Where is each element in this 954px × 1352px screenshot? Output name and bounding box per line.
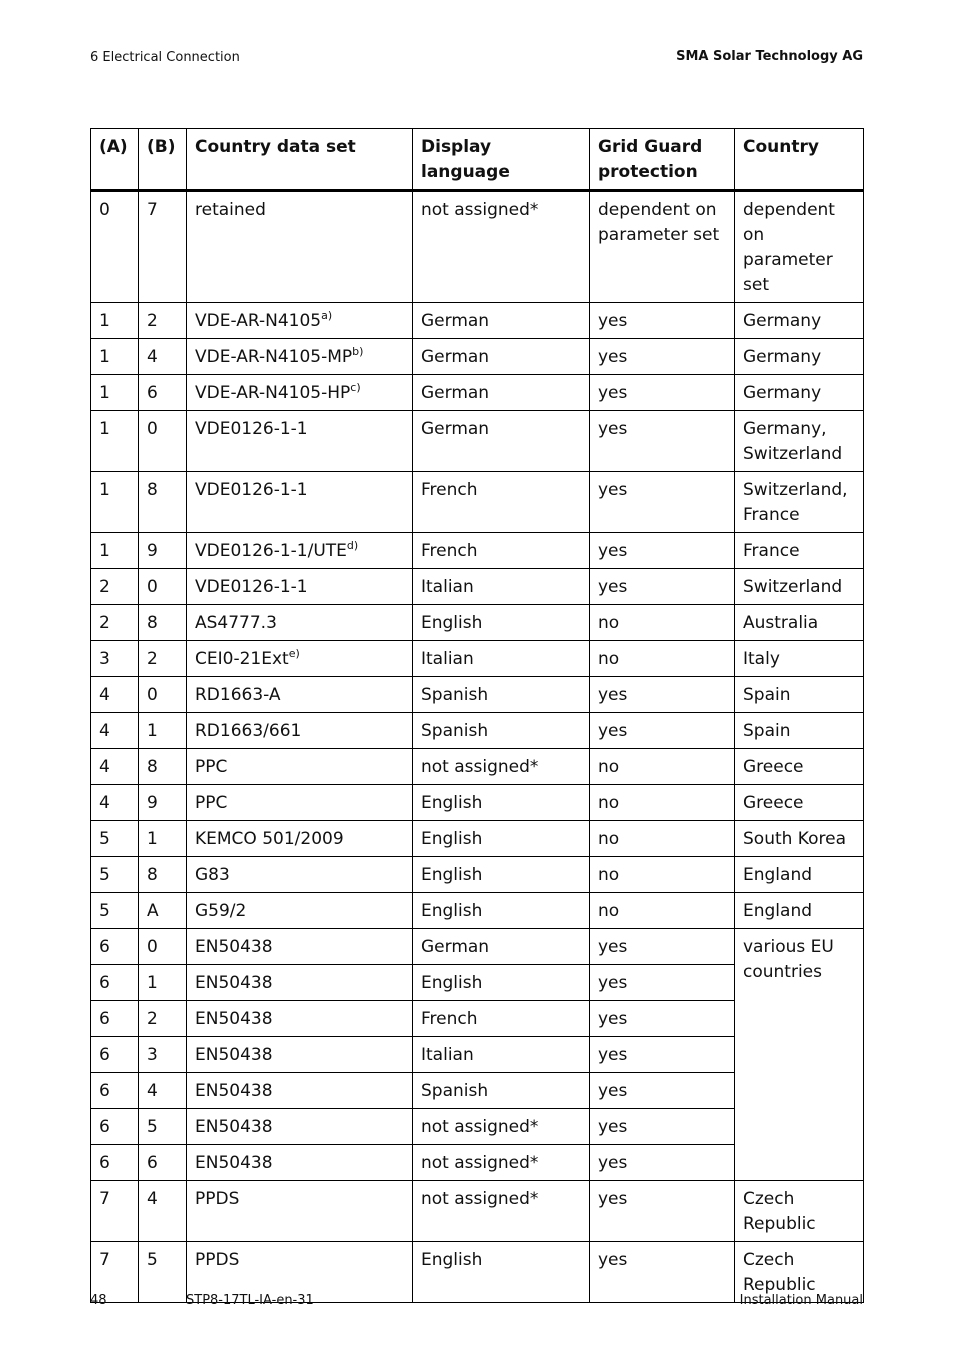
header-section: 6 Electrical Connection bbox=[90, 50, 240, 65]
country-data-set-name: VDE0126-1-1 bbox=[195, 419, 308, 439]
cell-country-data-set bbox=[187, 1001, 413, 1037]
cell-b: 8 bbox=[139, 605, 187, 641]
cell-grid-guard-protection: yes bbox=[590, 569, 735, 605]
cell-grid-guard-protection: yes bbox=[590, 303, 735, 339]
cell-b: 0 bbox=[139, 411, 187, 472]
table-row bbox=[91, 749, 864, 785]
page-number: 48 bbox=[90, 1293, 107, 1308]
cell-display-language: German bbox=[413, 339, 590, 375]
cell-a: 1 bbox=[91, 339, 139, 375]
cell-grid-guard-protection: yes bbox=[590, 713, 735, 749]
cell-b: 1 bbox=[139, 821, 187, 857]
country-data-set-name: AS4777.3 bbox=[195, 613, 277, 633]
header-company: SMA Solar Technology AG bbox=[676, 49, 863, 64]
cell-country: Greece bbox=[735, 785, 864, 821]
cell-b: 5 bbox=[139, 1109, 187, 1145]
cell-a: 6 bbox=[91, 1073, 139, 1109]
cell-country-data-set bbox=[187, 929, 413, 965]
cell-grid-guard-protection: no bbox=[590, 641, 735, 677]
country-data-set-name: RD1663-A bbox=[195, 685, 281, 705]
footnote-marker: a) bbox=[321, 309, 333, 322]
country-data-set-name: VDE0126-1-1/UTE bbox=[195, 541, 347, 561]
cell-grid-guard-protection: yes bbox=[590, 1037, 735, 1073]
table-row bbox=[91, 785, 864, 821]
column-header-grid-guard-protection: Grid Guard protection bbox=[590, 129, 735, 191]
cell-country-data-set bbox=[187, 749, 413, 785]
footnote-marker: d) bbox=[346, 539, 359, 552]
cell-grid-guard-protection: yes bbox=[590, 965, 735, 1001]
cell-a: 2 bbox=[91, 569, 139, 605]
cell-b: 0 bbox=[139, 677, 187, 713]
cell-country: Switzerland bbox=[735, 569, 864, 605]
country-data-set-name: EN50438 bbox=[195, 1009, 273, 1029]
cell-display-language: German bbox=[413, 375, 590, 411]
table-row bbox=[91, 641, 864, 677]
cell-country: South Korea bbox=[735, 821, 864, 857]
cell-grid-guard-protection: dependent on parameter set bbox=[590, 191, 735, 303]
cell-display-language: Spanish bbox=[413, 1073, 590, 1109]
country-data-set-name: PPC bbox=[195, 757, 228, 777]
cell-b: A bbox=[139, 893, 187, 929]
cell-b: 4 bbox=[139, 1181, 187, 1242]
cell-a: 1 bbox=[91, 411, 139, 472]
footnote-marker: b) bbox=[352, 345, 364, 358]
country-data-set-name: retained bbox=[195, 200, 266, 220]
cell-display-language: Italian bbox=[413, 1037, 590, 1073]
cell-grid-guard-protection: no bbox=[590, 821, 735, 857]
country-data-set-name: PPC bbox=[195, 793, 228, 813]
cell-country: Spain bbox=[735, 713, 864, 749]
cell-display-language: not assigned* bbox=[413, 1109, 590, 1145]
cell-display-language: not assigned* bbox=[413, 1181, 590, 1242]
cell-display-language: Spanish bbox=[413, 713, 590, 749]
cell-display-language: English bbox=[413, 965, 590, 1001]
cell-grid-guard-protection: yes bbox=[590, 472, 735, 533]
cell-country: Italy bbox=[735, 641, 864, 677]
cell-b: 6 bbox=[139, 1145, 187, 1181]
country-data-set-name: VDE0126-1-1 bbox=[195, 577, 308, 597]
cell-display-language: French bbox=[413, 1001, 590, 1037]
country-data-set-name: EN50438 bbox=[195, 1153, 273, 1173]
cell-country-data-set bbox=[187, 1109, 413, 1145]
cell-country-data-set bbox=[187, 1145, 413, 1181]
table-row bbox=[91, 303, 864, 339]
cell-country-data-set bbox=[187, 1073, 413, 1109]
country-data-set-name: PPDS bbox=[195, 1189, 240, 1209]
cell-a: 6 bbox=[91, 1109, 139, 1145]
cell-grid-guard-protection: no bbox=[590, 893, 735, 929]
country-data-set-name: G59/2 bbox=[195, 901, 247, 921]
cell-b: 2 bbox=[139, 641, 187, 677]
cell-grid-guard-protection: yes bbox=[590, 677, 735, 713]
cell-country: Australia bbox=[735, 605, 864, 641]
cell-grid-guard-protection: no bbox=[590, 605, 735, 641]
cell-b: 7 bbox=[139, 191, 187, 303]
cell-b: 6 bbox=[139, 375, 187, 411]
cell-b: 2 bbox=[139, 303, 187, 339]
cell-country-data-set bbox=[187, 785, 413, 821]
cell-display-language: German bbox=[413, 303, 590, 339]
cell-a: 6 bbox=[91, 965, 139, 1001]
cell-display-language: not assigned* bbox=[413, 191, 590, 303]
country-data-set-name: EN50438 bbox=[195, 973, 273, 993]
country-data-set-name: EN50438 bbox=[195, 1081, 273, 1101]
cell-b: 3 bbox=[139, 1037, 187, 1073]
footnote-marker: e) bbox=[288, 647, 300, 660]
cell-country-data-set bbox=[187, 857, 413, 893]
table-row bbox=[91, 929, 864, 965]
cell-display-language: Italian bbox=[413, 569, 590, 605]
country-data-set-name: VDE-AR-N4105-MP bbox=[195, 347, 353, 367]
cell-country: England bbox=[735, 857, 864, 893]
cell-b: 8 bbox=[139, 472, 187, 533]
cell-grid-guard-protection: yes bbox=[590, 1181, 735, 1242]
table-row bbox=[91, 339, 864, 375]
cell-country-data-set bbox=[187, 641, 413, 677]
cell-b: 1 bbox=[139, 965, 187, 1001]
cell-a: 5 bbox=[91, 857, 139, 893]
cell-a: 4 bbox=[91, 785, 139, 821]
cell-country-data-set bbox=[187, 411, 413, 472]
cell-country-data-set bbox=[187, 677, 413, 713]
cell-country: dependent on parameter set bbox=[735, 191, 864, 303]
cell-grid-guard-protection: yes bbox=[590, 1145, 735, 1181]
country-data-set-name: EN50438 bbox=[195, 937, 273, 957]
cell-display-language: Spanish bbox=[413, 677, 590, 713]
cell-a: 0 bbox=[91, 191, 139, 303]
cell-b: 4 bbox=[139, 339, 187, 375]
cell-country-data-set bbox=[187, 821, 413, 857]
cell-country: Germany bbox=[735, 303, 864, 339]
cell-a: 1 bbox=[91, 375, 139, 411]
cell-country-data-set bbox=[187, 472, 413, 533]
cell-a: 4 bbox=[91, 677, 139, 713]
cell-country: Germany bbox=[735, 339, 864, 375]
column-header-country: Country bbox=[735, 129, 864, 191]
table-row bbox=[91, 605, 864, 641]
cell-display-language: German bbox=[413, 411, 590, 472]
cell-country-data-set bbox=[187, 303, 413, 339]
table-row bbox=[91, 713, 864, 749]
cell-a: 6 bbox=[91, 1037, 139, 1073]
cell-grid-guard-protection: yes bbox=[590, 1109, 735, 1145]
cell-country: Czech Republic bbox=[735, 1242, 864, 1303]
cell-country: various EU countries bbox=[735, 929, 864, 1181]
cell-a: 3 bbox=[91, 641, 139, 677]
table-row bbox=[91, 375, 864, 411]
cell-display-language: English bbox=[413, 605, 590, 641]
table-row bbox=[91, 821, 864, 857]
cell-country-data-set bbox=[187, 1037, 413, 1073]
country-data-set-name: PPDS bbox=[195, 1250, 240, 1270]
cell-b: 8 bbox=[139, 749, 187, 785]
cell-grid-guard-protection: no bbox=[590, 785, 735, 821]
country-data-set-name: G83 bbox=[195, 865, 230, 885]
table-body bbox=[91, 191, 864, 1303]
cell-a: 1 bbox=[91, 303, 139, 339]
country-data-set-name: RD1663/661 bbox=[195, 721, 302, 741]
cell-grid-guard-protection: yes bbox=[590, 533, 735, 569]
cell-grid-guard-protection: yes bbox=[590, 1073, 735, 1109]
cell-grid-guard-protection: no bbox=[590, 749, 735, 785]
cell-b: 0 bbox=[139, 569, 187, 605]
cell-display-language: not assigned* bbox=[413, 1145, 590, 1181]
cell-country-data-set bbox=[187, 893, 413, 929]
cell-country-data-set bbox=[187, 533, 413, 569]
cell-country: Spain bbox=[735, 677, 864, 713]
table-row bbox=[91, 533, 864, 569]
cell-b: 0 bbox=[139, 929, 187, 965]
cell-display-language: French bbox=[413, 472, 590, 533]
table-row bbox=[91, 569, 864, 605]
cell-display-language: English bbox=[413, 893, 590, 929]
country-data-set-name: CEI0-21Ext bbox=[195, 649, 289, 669]
cell-display-language: French bbox=[413, 533, 590, 569]
document-id: STP8-17TL-IA-en-31 bbox=[186, 1293, 314, 1308]
cell-country-data-set bbox=[187, 191, 413, 303]
cell-grid-guard-protection: yes bbox=[590, 411, 735, 472]
cell-country: France bbox=[735, 533, 864, 569]
cell-b: 5 bbox=[139, 1242, 187, 1303]
cell-country: Greece bbox=[735, 749, 864, 785]
table-row bbox=[91, 472, 864, 533]
cell-b: 1 bbox=[139, 713, 187, 749]
table-row bbox=[91, 191, 864, 303]
column-header-a: (A) bbox=[91, 129, 139, 191]
cell-b: 2 bbox=[139, 1001, 187, 1037]
country-data-set-name: KEMCO 501/2009 bbox=[195, 829, 344, 849]
table-row bbox=[91, 411, 864, 472]
cell-a: 1 bbox=[91, 472, 139, 533]
cell-grid-guard-protection: yes bbox=[590, 339, 735, 375]
cell-a: 6 bbox=[91, 1001, 139, 1037]
country-data-set-name: VDE-AR-N4105-HP bbox=[195, 383, 351, 403]
cell-grid-guard-protection: no bbox=[590, 857, 735, 893]
cell-display-language: English bbox=[413, 821, 590, 857]
table-row bbox=[91, 893, 864, 929]
cell-a: 5 bbox=[91, 821, 139, 857]
column-header-display-language: Display language bbox=[413, 129, 590, 191]
cell-country-data-set bbox=[187, 605, 413, 641]
cell-a: 4 bbox=[91, 713, 139, 749]
cell-country: England bbox=[735, 893, 864, 929]
cell-display-language: English bbox=[413, 857, 590, 893]
footnote-marker: c) bbox=[350, 381, 361, 394]
table-row bbox=[91, 677, 864, 713]
cell-grid-guard-protection: yes bbox=[590, 375, 735, 411]
cell-a: 6 bbox=[91, 1145, 139, 1181]
cell-grid-guard-protection: yes bbox=[590, 1242, 735, 1303]
cell-b: 8 bbox=[139, 857, 187, 893]
cell-display-language: English bbox=[413, 785, 590, 821]
cell-grid-guard-protection: yes bbox=[590, 929, 735, 965]
column-header-b: (B) bbox=[139, 129, 187, 191]
cell-country: Switzerland, France bbox=[735, 472, 864, 533]
cell-a: 6 bbox=[91, 929, 139, 965]
country-data-set-table bbox=[90, 128, 864, 1303]
cell-display-language: English bbox=[413, 1242, 590, 1303]
cell-a: 1 bbox=[91, 533, 139, 569]
column-header-country-data-set: Country data set bbox=[187, 129, 413, 191]
country-data-set-name: VDE-AR-N4105 bbox=[195, 311, 322, 331]
cell-display-language: Italian bbox=[413, 641, 590, 677]
document-title: Installation Manual bbox=[739, 1293, 863, 1308]
cell-a: 7 bbox=[91, 1181, 139, 1242]
cell-a: 2 bbox=[91, 605, 139, 641]
cell-country-data-set bbox=[187, 1181, 413, 1242]
cell-country: Germany, Switzerland bbox=[735, 411, 864, 472]
cell-display-language: German bbox=[413, 929, 590, 965]
cell-country: Germany bbox=[735, 375, 864, 411]
cell-a: 5 bbox=[91, 893, 139, 929]
country-data-set-name: EN50438 bbox=[195, 1045, 273, 1065]
cell-b: 9 bbox=[139, 785, 187, 821]
country-data-set-name: VDE0126-1-1 bbox=[195, 480, 308, 500]
cell-country-data-set bbox=[187, 965, 413, 1001]
cell-country-data-set bbox=[187, 713, 413, 749]
cell-display-language: not assigned* bbox=[413, 749, 590, 785]
cell-grid-guard-protection: yes bbox=[590, 1001, 735, 1037]
cell-b: 4 bbox=[139, 1073, 187, 1109]
table-header-row bbox=[91, 129, 864, 191]
table-row bbox=[91, 1181, 864, 1242]
cell-a: 7 bbox=[91, 1242, 139, 1303]
cell-country-data-set bbox=[187, 375, 413, 411]
cell-b: 9 bbox=[139, 533, 187, 569]
table-row bbox=[91, 857, 864, 893]
cell-country-data-set bbox=[187, 569, 413, 605]
cell-country: Czech Republic bbox=[735, 1181, 864, 1242]
country-data-set-name: EN50438 bbox=[195, 1117, 273, 1137]
cell-country-data-set bbox=[187, 339, 413, 375]
cell-a: 4 bbox=[91, 749, 139, 785]
